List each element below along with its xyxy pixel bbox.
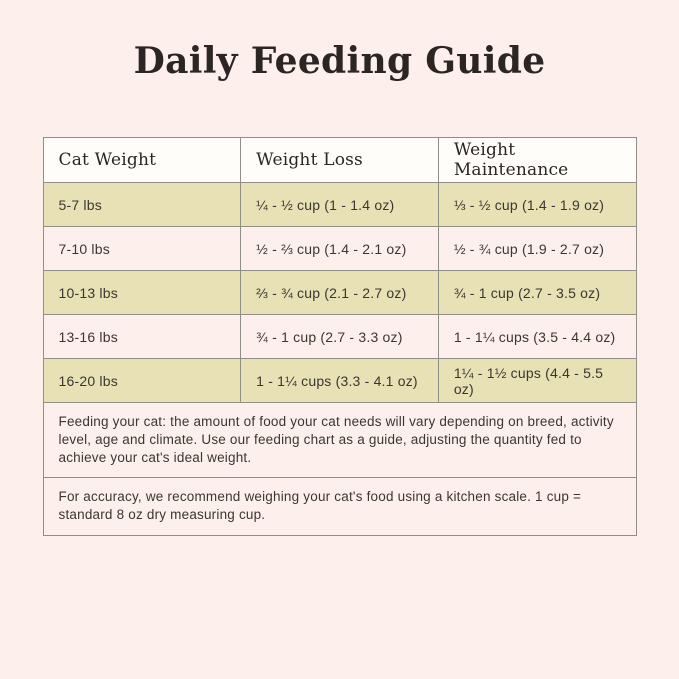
table-row [43, 271, 636, 315]
cell-cat-weight: 5-7 lbs [43, 183, 241, 227]
table-row [43, 359, 636, 403]
column-header-cat-weight: Cat Weight [43, 138, 241, 183]
page-title: Daily Feeding Guide [133, 40, 546, 82]
table-body [43, 183, 636, 403]
column-header-weight-maintenance: Weight Maintenance [438, 138, 636, 183]
note-row [43, 478, 636, 536]
table-row [43, 183, 636, 227]
column-header-weight-loss: Weight Loss [241, 138, 439, 183]
cell-cat-weight: 10-13 lbs [43, 271, 241, 315]
cell-weight-loss: ¾ - 1 cup (2.7 - 3.3 oz) [241, 315, 439, 359]
note-measuring-accuracy: For accuracy, we recommend weighing your cat's food using a kitchen scale. 1 cup = standard 8 oz dry measuring cup. [43, 478, 636, 536]
cell-weight-maintenance: ¾ - 1 cup (2.7 - 3.5 oz) [438, 271, 636, 315]
cell-weight-maintenance: ⅓ - ½ cup (1.4 - 1.9 oz) [438, 183, 636, 227]
header-row [43, 138, 636, 183]
table-row [43, 227, 636, 271]
cell-weight-loss: ¼ - ½ cup (1 - 1.4 oz) [241, 183, 439, 227]
table-header [43, 138, 636, 183]
cell-weight-maintenance: ½ - ¾ cup (1.9 - 2.7 oz) [438, 227, 636, 271]
note-row [43, 403, 636, 478]
cell-cat-weight: 13-16 lbs [43, 315, 241, 359]
table-notes [43, 403, 636, 536]
cell-weight-loss: ⅔ - ¾ cup (2.1 - 2.7 oz) [241, 271, 439, 315]
note-feeding-guidance: Feeding your cat: the amount of food your cat needs will vary depending on breed, activity level, age and climate. Use our feeding chart as a guide, adjusting the quantity fed to achieve your cat's ideal weight. [43, 403, 636, 478]
cell-weight-maintenance: 1 - 1¼ cups (3.5 - 4.4 oz) [438, 315, 636, 359]
cell-weight-loss: ½ - ⅔ cup (1.4 - 2.1 oz) [241, 227, 439, 271]
cell-weight-maintenance: 1¼ - 1½ cups (4.4 - 5.5 oz) [438, 359, 636, 403]
cell-cat-weight: 16-20 lbs [43, 359, 241, 403]
feeding-guide-table [43, 137, 637, 536]
cell-cat-weight: 7-10 lbs [43, 227, 241, 271]
table-row [43, 315, 636, 359]
cell-weight-loss: 1 - 1¼ cups (3.3 - 4.1 oz) [241, 359, 439, 403]
